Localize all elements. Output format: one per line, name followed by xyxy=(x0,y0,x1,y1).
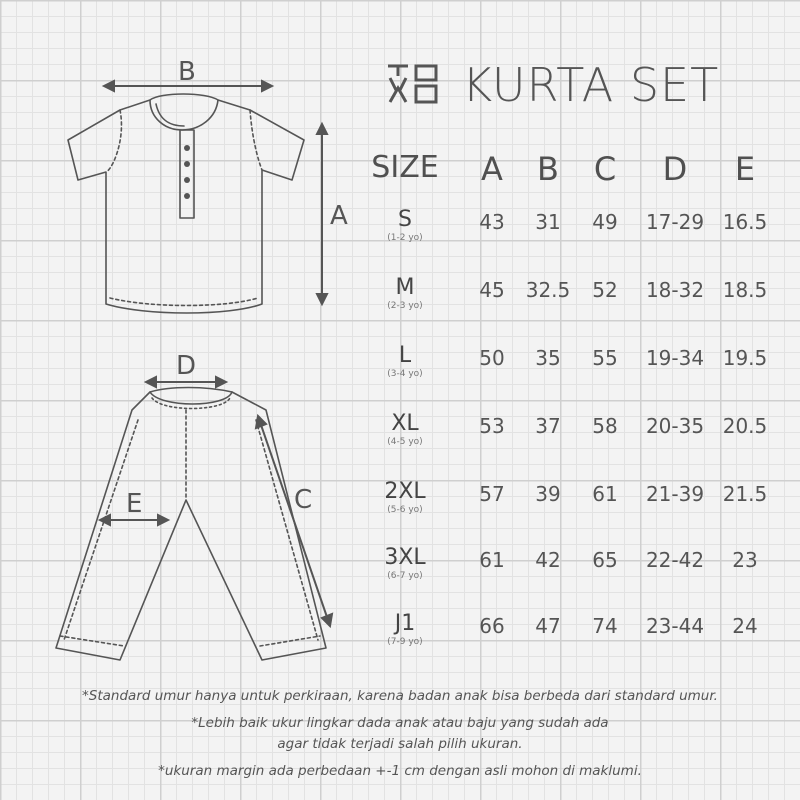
size-label: L xyxy=(398,343,412,368)
value-d: 17-29 xyxy=(645,210,705,234)
table-row xyxy=(370,546,790,612)
value-b: 35 xyxy=(535,346,561,370)
value-d: 18-32 xyxy=(645,278,705,302)
size-cell xyxy=(370,480,440,516)
garment-diagram xyxy=(0,0,360,680)
table-header-b: B xyxy=(537,150,559,188)
dim-label-d: D xyxy=(176,351,197,381)
value-b: 31 xyxy=(535,210,561,234)
age-label: (2-3 yo) xyxy=(387,301,423,311)
value-e: 20.5 xyxy=(722,414,768,438)
dim-label-c: C xyxy=(294,485,313,515)
table-row xyxy=(370,208,790,274)
size-label: S xyxy=(398,207,412,232)
value-d: 21-39 xyxy=(645,482,705,506)
value-d: 20-35 xyxy=(645,414,705,438)
value-e: 23 xyxy=(732,548,758,572)
footnotes xyxy=(0,686,800,782)
size-label: 3XL xyxy=(384,545,426,570)
table-row xyxy=(370,412,790,478)
size-label: XL xyxy=(391,411,419,436)
table-row xyxy=(370,480,790,546)
table-header-e: E xyxy=(734,150,756,188)
size-label: M xyxy=(395,275,415,300)
value-c: 65 xyxy=(592,548,618,572)
table-row xyxy=(370,276,790,342)
dim-label-e: E xyxy=(126,489,143,519)
size-label: 2XL xyxy=(384,479,426,504)
value-a: 45 xyxy=(479,278,505,302)
value-a: 43 xyxy=(479,210,505,234)
table-row xyxy=(370,344,790,410)
age-label: (1-2 yo) xyxy=(387,233,423,243)
table-header-c: C xyxy=(593,150,617,188)
value-a: 61 xyxy=(479,548,505,572)
value-b: 39 xyxy=(535,482,561,506)
table-header-d: D xyxy=(662,150,688,188)
value-d: 23-44 xyxy=(645,614,705,638)
value-c: 74 xyxy=(592,614,618,638)
value-b: 47 xyxy=(535,614,561,638)
dim-label-a: A xyxy=(330,201,348,231)
table-row xyxy=(370,612,790,678)
value-b: 42 xyxy=(535,548,561,572)
value-b: 37 xyxy=(535,414,561,438)
size-cell xyxy=(370,344,440,380)
size-cell xyxy=(370,546,440,582)
table-header-a: A xyxy=(481,150,503,188)
value-b: 32.5 xyxy=(525,278,571,302)
note-margin: *ukuran margin ada perbedaan +-1 cm dengan asli mohon di maklumi. xyxy=(158,763,642,779)
age-label: (4-5 yo) xyxy=(387,437,423,447)
value-d: 19-34 xyxy=(645,346,705,370)
size-cell xyxy=(370,208,440,244)
value-e: 19.5 xyxy=(722,346,768,370)
table-header-size: SIZE xyxy=(371,150,439,185)
shirt-buttons xyxy=(184,145,190,199)
value-d: 22-42 xyxy=(645,548,705,572)
value-a: 53 xyxy=(479,414,505,438)
age-label: (6-7 yo) xyxy=(387,571,423,581)
page-title: KURTA SET xyxy=(462,58,720,112)
value-c: 55 xyxy=(592,346,618,370)
size-cell xyxy=(370,412,440,448)
note-measure-advice-cont: agar tidak terjadi salah pilih ukuran. xyxy=(277,736,523,752)
value-c: 58 xyxy=(592,414,618,438)
note-measure-advice: *Lebih baik ukur lingkar dada anak atau baju yang sudah ada xyxy=(191,715,609,731)
value-c: 52 xyxy=(592,278,618,302)
age-label: (3-4 yo) xyxy=(387,369,423,379)
shirt-outline xyxy=(68,94,304,313)
value-a: 50 xyxy=(479,346,505,370)
value-a: 66 xyxy=(479,614,505,638)
value-e: 16.5 xyxy=(722,210,768,234)
age-label: (5-6 yo) xyxy=(387,505,423,515)
size-cell xyxy=(370,276,440,312)
pants-outline xyxy=(56,388,326,661)
value-c: 49 xyxy=(592,210,618,234)
age-label: (7-9 yo) xyxy=(387,637,423,647)
value-e: 21.5 xyxy=(722,482,768,506)
dim-label-b: B xyxy=(178,57,196,87)
logo-icon xyxy=(386,62,440,106)
value-e: 18.5 xyxy=(722,278,768,302)
value-a: 57 xyxy=(479,482,505,506)
size-label: J1 xyxy=(394,611,416,636)
value-c: 61 xyxy=(592,482,618,506)
note-age-standard: *Standard umur hanya untuk perkiraan, karena badan anak bisa berbeda dari standard umur. xyxy=(82,688,718,704)
size-cell xyxy=(370,612,440,648)
value-e: 24 xyxy=(732,614,758,638)
